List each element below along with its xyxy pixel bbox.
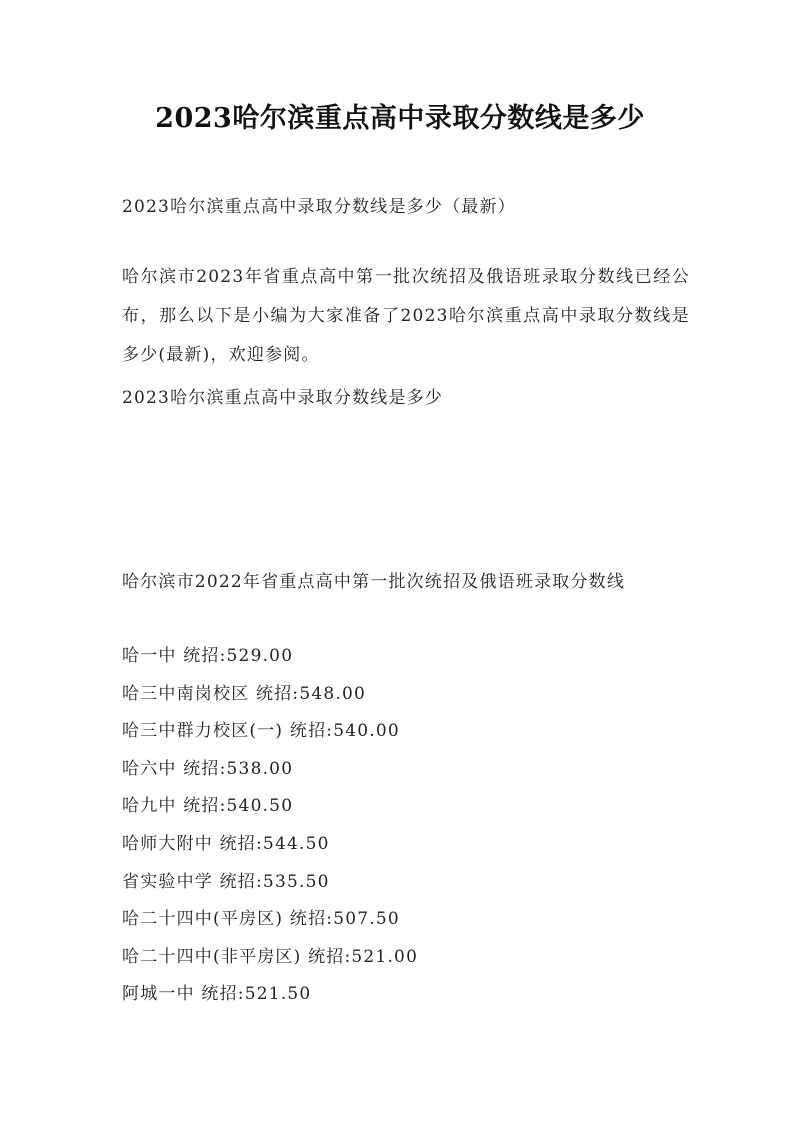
score-item: 哈三中南岗校区 统招:548.00 — [122, 683, 367, 704]
score-item: 哈九中 统招:540.50 — [122, 796, 294, 817]
section-heading: 2023哈尔滨重点高中录取分数线是多少 — [122, 388, 444, 408]
intro-paragraph: 哈尔滨市2023年省重点高中第一批次统招及俄语班录取分数线已经公布，那么以下是小编为大家准备了2023哈尔滨重点高中录取分数线是多少(最新)，欢迎参阅。 — [122, 267, 690, 365]
score-item: 哈二十四中(非平房区) 统招:521.00 — [122, 946, 419, 967]
score-item: 哈师大附中 统招:544.50 — [122, 833, 330, 854]
score-item: 哈六中 统招:538.00 — [122, 758, 294, 779]
document-subtitle: 2023哈尔滨重点高中录取分数线是多少（最新） — [122, 197, 516, 217]
score-item: 哈一中 统招:529.00 — [122, 646, 294, 666]
score-list-heading: 哈尔滨市2022年省重点高中第一批次统招及俄语班录取分数线 — [122, 572, 626, 592]
score-item: 哈三中群力校区(一) 统招:540.00 — [122, 721, 400, 742]
score-item: 哈二十四中(平房区) 统招:507.50 — [122, 909, 400, 930]
score-list — [122, 642, 418, 1018]
score-item: 省实验中学 统招:535.50 — [122, 871, 330, 892]
document-title: 2023哈尔滨重点高中录取分数线是多少 — [155, 103, 645, 134]
score-item: 阿城一中 统招:521.50 — [122, 984, 312, 1005]
